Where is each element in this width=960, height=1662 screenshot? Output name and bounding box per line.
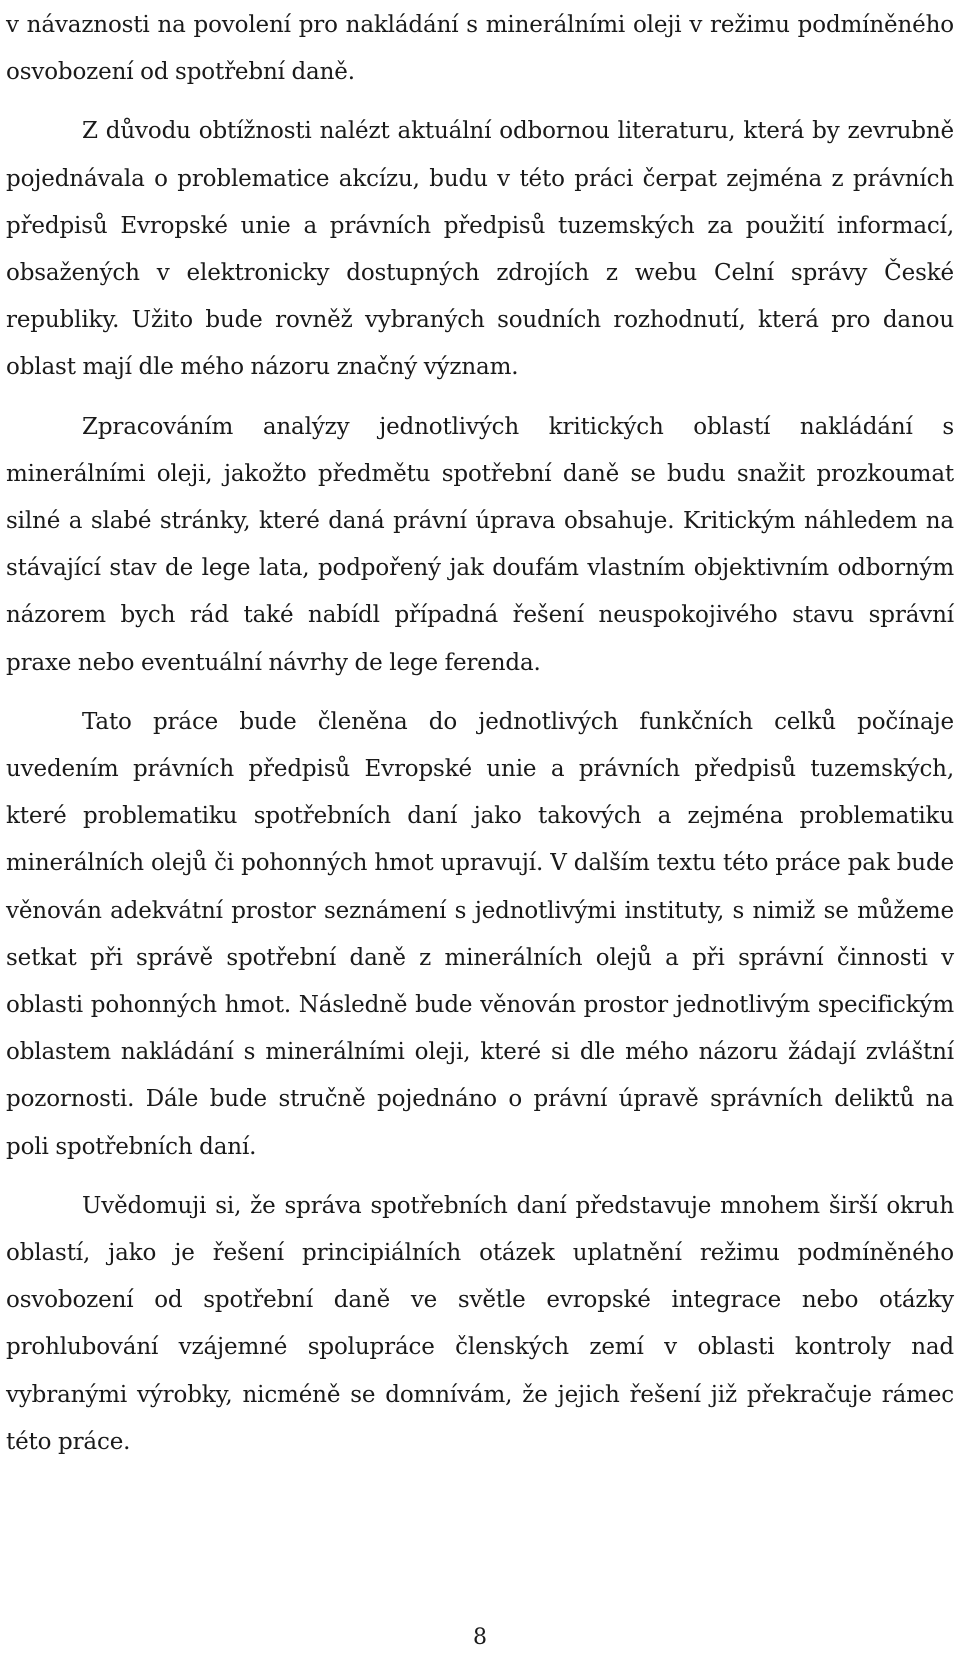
paragraph-structure: Tato práce bude členěna do jednotlivých funkčních celků počínaje uvedením právních předpisů Evropské unie a právních předpisů tuzemských, které problematiku spotřebních daní jako takových a zejména problematiku minerálních olejů či pohonných hmot upravují. V dalším textu této práce pak bude věnován adekvátní prostor seznámení s jednotlivými instituty, s nimiž se můžeme setkat při správě spotřební daně z minerálních olejů a při správní činnosti v oblasti pohonných hmot. Následně bude věnován prostor jednotlivým specifickým oblastem nakládání s minerálními oleji, které si dle mého názoru žádají zvláštní pozornosti. Dále bude stručně pojednáno o právní úpravě správních deliktů na poli spotřebních daní.: [6, 708, 954, 1160]
paragraph-scope: Uvědomuji si, že správa spotřebních daní představuje mnohem širší okruh oblastí, jako je řešení principiálních otázek uplatnění režimu podmíněného osvobození od spotřební daně ve světle evropské integrace nebo otázky prohlubování vzájemné spolupráce členských zemí v oblasti kontroly nad vybranými výrobky, nicméně se domnívám, že jejich řešení již překračuje rámec této práce.: [6, 1192, 954, 1455]
paragraph-continuation: v návaznosti na povolení pro nakládání s minerálními oleji v režimu podmíněného osvobození od spotřební daně.: [6, 12, 954, 86]
paragraph-analysis: Zpracováním analýzy jednotlivých kritických oblastí nakládání s minerálními oleji, jakožto předmětu spotřební daně se budu snažit prozkoumat silné a slabé stránky, které daná právní úprava obsahuje. Kritickým náhledem na stávající stav de lege lata, podpořený jak doufám vlastním objektivním odborným názorem bych rád také nabídl případná řešení neuspokojivého stavu správní praxe nebo eventuální návrhy de lege ferenda.: [6, 413, 954, 676]
page-number: 8: [473, 1625, 487, 1650]
paragraph-sources: Z důvodu obtížnosti nalézt aktuální odbornou literaturu, která by zevrubně pojednávala o problematice akcízu, budu v této práci čerpat zejména z právních předpisů Evropské unie a právních předpisů tuzemských za použití informací, obsažených v elektronicky dostupných zdrojích z webu Celní správy České republiky. Užito bude rovněž vybraných soudních rozhodnutí, která pro danou oblast mají dle mého názoru značný význam.: [6, 118, 954, 381]
paragraph-gap: [6, 96, 954, 108]
paragraph-gap: [6, 392, 954, 404]
paragraph-gap: [6, 687, 954, 699]
text-body: [6, 2, 954, 1466]
paragraph-gap: [6, 1171, 954, 1183]
